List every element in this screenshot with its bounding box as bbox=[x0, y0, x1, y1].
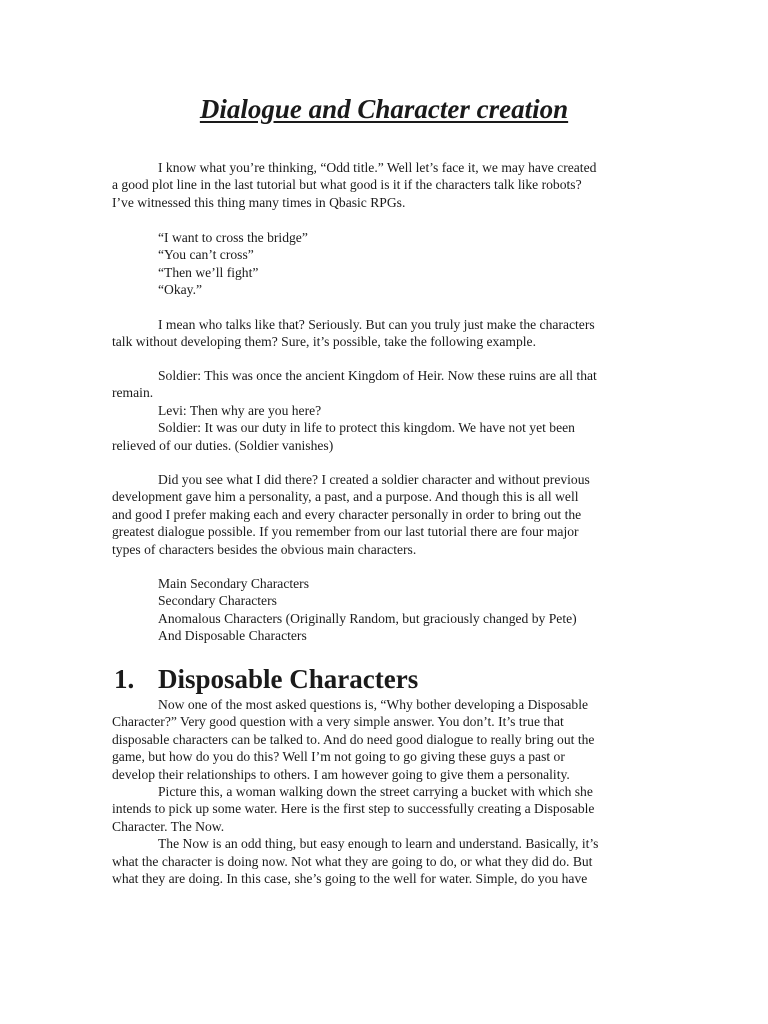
paragraph-line: disposable characters can be talked to. And do need good dialogue to really bring out the bbox=[112, 731, 595, 747]
list-item: Secondary Characters bbox=[158, 593, 277, 609]
quote-line: “Okay.” bbox=[158, 282, 203, 298]
paragraph-line: a good plot line in the last tutorial but what good is it if the characters talk like robots? bbox=[112, 177, 582, 193]
paragraph-line: Character. The Now. bbox=[112, 818, 225, 834]
paragraph-line: intends to pick up some water. Here is the first step to successfully creating a Disposable bbox=[112, 801, 595, 817]
explanation-paragraph bbox=[112, 471, 660, 558]
robotic-dialogue-quotes bbox=[112, 229, 660, 299]
paragraph-line: greatest dialogue possible. If you remember from our last tutorial there are four major bbox=[112, 524, 579, 540]
paragraph-line: Now one of the most asked questions is, “Why bother developing a Disposable bbox=[158, 697, 589, 712]
dialogue-line: Soldier: It was our duty in life to protect this kingdom. We have not yet been bbox=[158, 420, 575, 436]
example-dialogue bbox=[112, 367, 660, 454]
quote-line: “Then we’ll fight” bbox=[158, 264, 259, 280]
quote-line: “You can’t cross” bbox=[158, 247, 254, 263]
intro-paragraph bbox=[112, 159, 660, 211]
list-item: Main Secondary Characters bbox=[158, 576, 309, 591]
section-heading bbox=[114, 662, 418, 696]
paragraph-line: I mean who talks like that? Seriously. But can you truly just make the characters bbox=[158, 317, 595, 332]
quote-line: “I want to cross the bridge” bbox=[158, 230, 308, 245]
paragraph-line: Character?” Very good question with a very simple answer. You don’t. It’s true that bbox=[112, 714, 564, 730]
paragraph-line: I’ve witnessed this thing many times in Qbasic RPGs. bbox=[112, 194, 406, 210]
paragraph-line: I know what you’re thinking, “Odd title.” Well let’s face it, we may have created bbox=[158, 160, 597, 175]
question-paragraph bbox=[112, 316, 660, 351]
paragraph-line: what the character is doing now. Not what they are going to do, or what they did do. But bbox=[112, 853, 593, 869]
page-title: Dialogue and Character creation bbox=[199, 94, 569, 124]
paragraph-line: The Now is an odd thing, but easy enough to learn and understand. Basically, it’s bbox=[158, 836, 599, 852]
dialogue-line: Levi: Then why are you here? bbox=[158, 402, 322, 418]
section-heading-text: Disposable Characters bbox=[158, 664, 419, 694]
paragraph-line: development gave him a personality, a past, and a purpose. And though this is all well bbox=[112, 489, 579, 505]
section-body bbox=[112, 696, 660, 887]
dialogue-line: remain. bbox=[112, 385, 154, 401]
list-item: Anomalous Characters (Originally Random, but graciously changed by Pete) bbox=[158, 610, 577, 626]
paragraph-line: and good I prefer making each and every character personally in order to bring out the bbox=[112, 506, 582, 522]
character-types-list bbox=[112, 575, 660, 645]
paragraph-line: types of characters besides the obvious main characters. bbox=[112, 541, 417, 557]
paragraph-line: develop their relationships to others. I am however going to give them a personality. bbox=[112, 766, 570, 782]
dialogue-line: Soldier: This was once the ancient Kingdom of Heir. Now these ruins are all that bbox=[158, 368, 597, 383]
paragraph-line: Picture this, a woman walking down the street carrying a bucket with which she bbox=[158, 783, 593, 799]
paragraph-line: what they are doing. In this case, she’s going to the well for water. Simple, do you have bbox=[112, 870, 588, 886]
list-item: And Disposable Characters bbox=[158, 628, 307, 644]
paragraph-line: Did you see what I did there? I created a soldier character and without previous bbox=[158, 472, 590, 487]
paragraph-line: talk without developing them? Sure, it’s possible, take the following example. bbox=[112, 334, 536, 350]
paragraph-line: game, but how do you do this? Well I’m not going to go giving these guys a past or bbox=[112, 749, 565, 765]
dialogue-line: relieved of our duties. (Soldier vanishes) bbox=[112, 437, 334, 453]
section-number: 1. bbox=[114, 664, 135, 694]
